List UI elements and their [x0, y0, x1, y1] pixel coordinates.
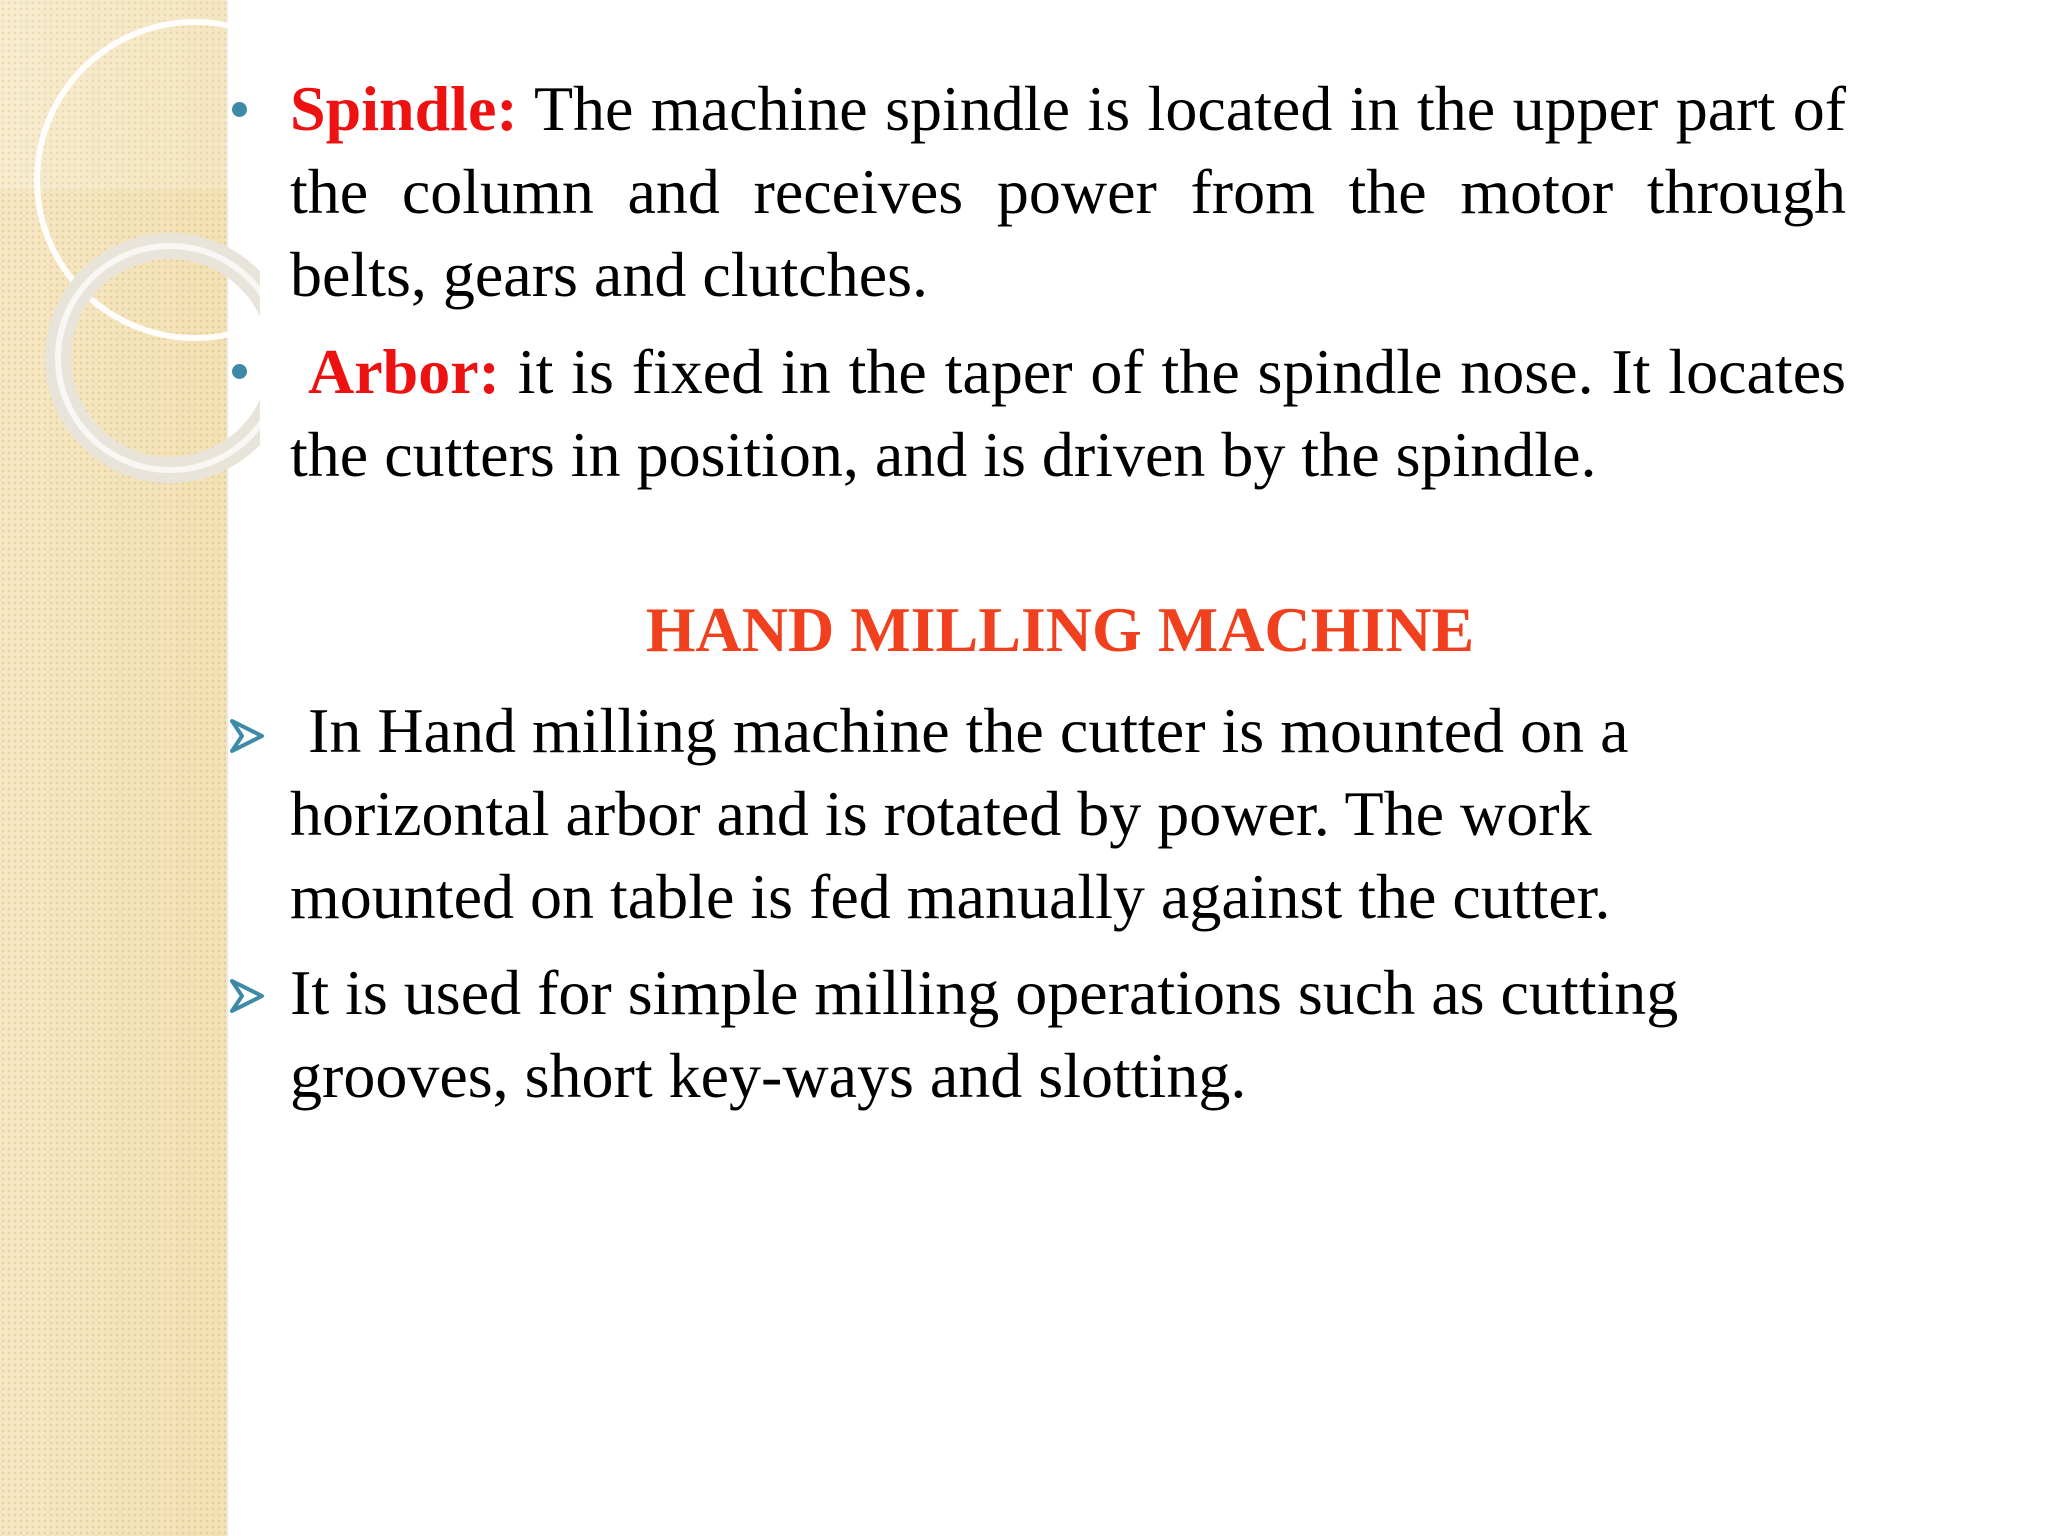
arrow-bullet-icon [228, 976, 266, 1016]
term-spindle: Spindle: [290, 73, 518, 144]
bullet-dot-icon [232, 364, 247, 379]
bullet-text: The machine spindle is located in the upper part of the column and receives power from the motor through belts, gears and clutches. [290, 73, 1846, 310]
bullet-dot-icon [232, 102, 247, 117]
bullet-arbor [290, 330, 1846, 496]
arrow-point-hand-milling: In Hand milling machine the cutter is mounted on a horizontal arbor and is rotated by power. The work mounted on table is fed manually against the cutter. [290, 695, 1629, 932]
bullet-text: it is fixed in the taper of the spindle nose. It locates the cutters in position, and is driven by the spindle. [290, 336, 1847, 490]
term-arbor: Arbor: [308, 336, 500, 407]
arrow-bullet-icon [228, 716, 266, 756]
arrow-point-uses: It is used for simple milling operations such as cutting grooves, short key-ways and slotting. [290, 957, 1679, 1111]
bullet-spindle [290, 67, 1846, 316]
section-heading: HAND MILLING MACHINE [645, 594, 1475, 665]
